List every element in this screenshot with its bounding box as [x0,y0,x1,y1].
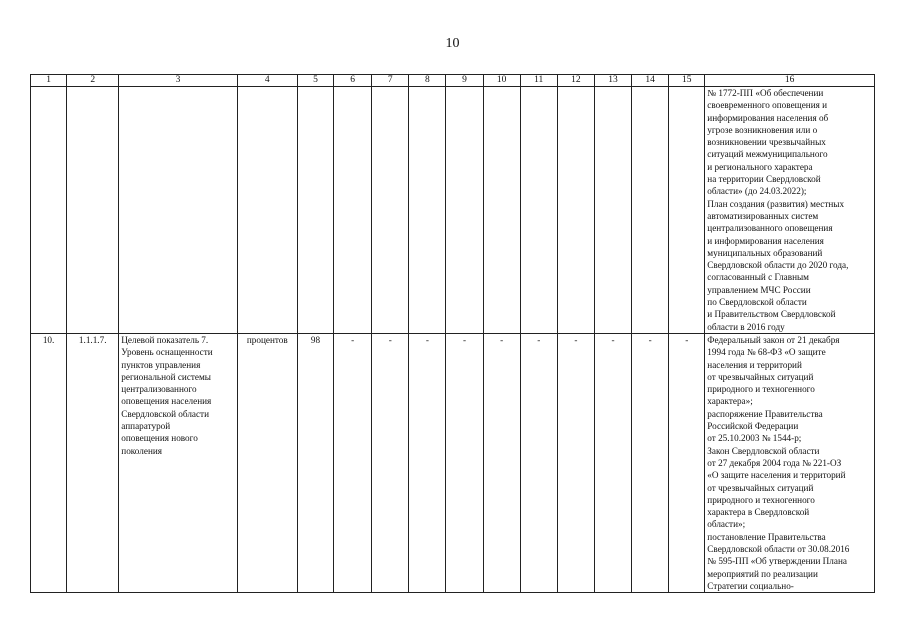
cell-code [67,87,119,334]
table-row [31,333,875,592]
header-cell: 9 [446,75,483,87]
cell-value [632,87,669,334]
header-cell: 8 [409,75,446,87]
header-cell: 1 [31,75,67,87]
cell-value [372,87,409,334]
cell-legal-basis: Федеральный закон от 21 декабря 1994 года № 68-ФЗ «О защите населения и территорий от чрезвычайных ситуаций природного и техногенного характера»; распоряжение Правительства Российской Федерации от 25.10.2003 № 1544-р; Закон Свердловской области от 27 декабря 2004 года № 221-ОЗ «О защите населения и территорий от чрезвычайных ситуаций природного и техногенного характера в Свердловской области»; постановление Правительства Свердловской области от 30.08.2016 № 595-ПП «Об утверждении Плана мероприятий по реализации Стратегии социально- [705,333,875,592]
cell-value [297,87,333,334]
program-table [30,74,875,593]
cell-value: - [557,333,594,592]
header-cell: 10 [483,75,520,87]
cell-value [409,87,446,334]
cell-value [594,87,631,334]
header-row [31,75,875,87]
cell-value: - [372,333,409,592]
cell-indicator: Целевой показатель 7. Уровень оснащенности пунктов управления региональной системы централизованного оповещения населения Свердловской области аппаратурой оповещения нового поколения [119,333,237,592]
page-number: 10 [445,36,460,51]
header-cell: 15 [669,75,705,87]
cell-value: - [409,333,446,592]
header-cell: 16 [705,75,875,87]
cell-value: - [520,333,557,592]
cell-row-number [31,87,67,334]
cell-value: 98 [297,333,333,592]
cell-value [520,87,557,334]
cell-row-number: 10. [31,333,67,592]
header-cell: 14 [632,75,669,87]
cell-value: - [669,333,705,592]
cell-value: - [594,333,631,592]
header-cell: 3 [119,75,237,87]
cell-indicator [119,87,237,334]
header-cell: 5 [297,75,333,87]
cell-value [557,87,594,334]
cell-unit [237,87,297,334]
header-cell: 2 [67,75,119,87]
cell-value [669,87,705,334]
header-cell: 13 [594,75,631,87]
header-cell: 12 [557,75,594,87]
cell-code: 1.1.1.7. [67,333,119,592]
cell-value [446,87,483,334]
header-cell: 11 [520,75,557,87]
cell-value [334,87,372,334]
header-cell: 7 [372,75,409,87]
cell-value: - [334,333,372,592]
cell-value: - [483,333,520,592]
table-row [31,87,875,334]
cell-legal-basis: № 1772-ПП «Об обеспечении своевременного оповещения и информирования населения об угрозе возникновения или о возникновении чрезвычайных ситуаций межмуниципального и регионального характера на территории Свердловской области» (до 24.03.2022); План создания (развития) местных автоматизированных систем централизованного оповещения и информирования населения муниципальных образований Свердловской области до 2020 года, согласованный с Главным управлением МЧС России по Свердловской области и Правительством Свердловской области в 2016 году [705,87,875,334]
cell-value: - [446,333,483,592]
cell-value: - [632,333,669,592]
header-cell: 6 [334,75,372,87]
cell-unit: процентов [237,333,297,592]
header-cell: 4 [237,75,297,87]
cell-value [483,87,520,334]
